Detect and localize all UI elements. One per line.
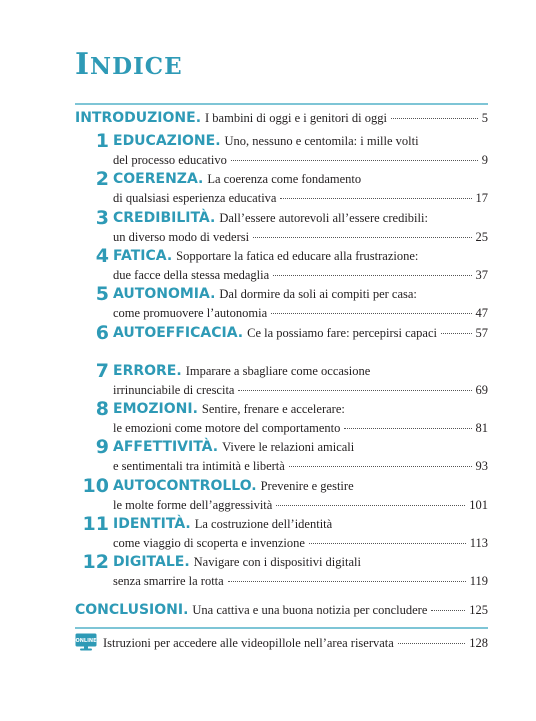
- toc-entry-chapter-8[interactable]: [75, 398, 488, 441]
- chapter-number: 4: [95, 245, 109, 267]
- leader-dots: [273, 275, 471, 276]
- entry-heading: INTRODUZIONE.: [75, 110, 202, 126]
- title-rest: NDICE: [90, 53, 183, 80]
- title-rule: [75, 103, 488, 105]
- page-number: 69: [475, 383, 488, 397]
- entry-text-continued: senza smarrire la rotta: [113, 574, 224, 588]
- chapter-number: 7: [95, 360, 109, 382]
- leader-dots: [309, 543, 466, 544]
- chapter-number: 6: [95, 322, 109, 344]
- svg-text:ONLINE: ONLINE: [75, 638, 97, 644]
- chapter-number: 12: [82, 551, 109, 573]
- entry-heading: ERRORE.: [113, 363, 182, 379]
- leader-dots: [398, 643, 465, 644]
- toc-entry-chapter-12[interactable]: [75, 551, 488, 594]
- entry-text-continued: un diverso modo di vedersi: [113, 230, 250, 244]
- chapter-number: 9: [95, 436, 109, 458]
- leader-dots: [276, 505, 465, 506]
- entry-text: Sopportare la fatica ed educare alla frustrazione:: [176, 249, 419, 263]
- page-number: 93: [475, 459, 488, 473]
- chapter-number: 5: [95, 283, 109, 305]
- entry-text: Una cattiva e una buona notizia per concludere: [192, 603, 428, 617]
- entry-text: I bambini di oggi e i genitori di oggi: [205, 111, 387, 125]
- entry-heading: AUTOCONTROLLO.: [113, 478, 257, 494]
- entry-heading: EMOZIONI.: [113, 401, 198, 417]
- page-number: 5: [481, 111, 488, 125]
- page-title: [75, 47, 183, 82]
- entry-heading: IDENTITÀ.: [113, 516, 191, 532]
- entry-text-continued: e sentimentali tra intimità e libertà: [113, 459, 285, 473]
- toc-entry-chapter-10[interactable]: [75, 475, 488, 518]
- page-number: 37: [475, 268, 488, 282]
- chapter-number: 1: [95, 130, 109, 152]
- leader-dots: [391, 118, 478, 119]
- toc-entry-chapter-6[interactable]: [75, 322, 488, 345]
- page-number: 125: [469, 603, 488, 617]
- entry-heading: EDUCAZIONE.: [113, 133, 221, 149]
- entry-text: Dal dormire da soli ai compiti per casa:: [219, 287, 417, 301]
- entry-text: Istruzioni per accedere alle videopillole nell’area riservata: [103, 636, 394, 650]
- page-number: 128: [469, 636, 488, 650]
- toc-entry-chapter-9[interactable]: [75, 436, 488, 479]
- entry-text-continued: come viaggio di scoperta e invenzione: [113, 536, 305, 550]
- entry-text-continued: le emozioni come motore del comportamento: [113, 421, 341, 435]
- leader-dots: [231, 160, 478, 161]
- leader-dots: [253, 237, 471, 238]
- chapter-number: 2: [95, 168, 109, 190]
- toc-entry-chapter-2[interactable]: [75, 168, 488, 211]
- entry-text: Imparare a sbagliare come occasione: [185, 364, 371, 378]
- page-number: 17: [475, 191, 488, 205]
- entry-text-continued: le molte forme dell’aggressività: [113, 498, 273, 512]
- toc-entry-chapter-4[interactable]: [75, 245, 488, 288]
- entry-heading: DIGITALE.: [113, 554, 190, 570]
- entry-text-continued: di qualsiasi esperienza educativa: [113, 191, 277, 205]
- title-initial: I: [75, 47, 91, 82]
- entry-heading: FATICA.: [113, 248, 173, 264]
- leader-dots: [344, 428, 471, 429]
- page-number: 101: [469, 498, 488, 512]
- entry-heading: COERENZA.: [113, 171, 204, 187]
- page-number: 57: [475, 326, 488, 340]
- leader-dots: [441, 333, 472, 334]
- entry-text-continued: due facce della stessa medaglia: [113, 268, 270, 282]
- entry-text: La costruzione dell’identità: [194, 517, 333, 531]
- toc-entry-chapter-3[interactable]: [75, 207, 488, 250]
- entry-text: La coerenza come fondamento: [207, 172, 362, 186]
- entry-text-continued: del processo educativo: [113, 153, 227, 167]
- entry-heading: CONCLUSIONI.: [75, 602, 189, 618]
- entry-heading: AFFETTIVITÀ.: [113, 439, 219, 455]
- page-number: 119: [469, 574, 488, 588]
- chapter-number: 3: [95, 207, 109, 229]
- chapter-number: 10: [82, 475, 109, 497]
- page-number: 25: [475, 230, 488, 244]
- leader-dots: [228, 581, 466, 582]
- entry-heading: AUTONOMIA.: [113, 286, 216, 302]
- entry-text: Navigare con i dispositivi digitali: [193, 555, 361, 569]
- toc-entry-chapter-1[interactable]: [75, 130, 488, 173]
- chapter-number: 11: [82, 513, 109, 535]
- entry-text-continued: come promuovere l’autonomia: [113, 306, 268, 320]
- entry-text: Sentire, frenare e accelerare:: [201, 402, 345, 416]
- entry-heading: CREDIBILITÀ.: [113, 210, 216, 226]
- leader-dots: [431, 610, 465, 611]
- leader-dots: [271, 313, 471, 314]
- chapter-number: 8: [95, 398, 109, 420]
- bottom-rule: [75, 627, 488, 629]
- leader-dots: [289, 466, 472, 467]
- entry-text: Uno, nessuno e centomila: i mille volti: [224, 134, 419, 148]
- page-number: 9: [481, 153, 488, 167]
- entry-heading: AUTOEFFICACIA.: [113, 325, 244, 341]
- page-number: 113: [469, 536, 488, 550]
- online-monitor-icon: [75, 633, 97, 651]
- page-number: 81: [475, 421, 488, 435]
- entry-text: Vivere le relazioni amicali: [222, 440, 355, 454]
- entry-text: Prevenire e gestire: [260, 479, 354, 493]
- toc-entry-chapter-11[interactable]: [75, 513, 488, 556]
- entry-text-continued: irrinunciabile di crescita: [113, 383, 235, 397]
- toc-entry-conclusion[interactable]: [75, 602, 488, 622]
- toc-entry-chapter-7[interactable]: [75, 360, 488, 403]
- toc-entry-introduction[interactable]: [75, 110, 488, 130]
- leader-dots: [280, 198, 471, 199]
- leader-dots: [238, 390, 471, 391]
- toc-entry-online[interactable]: [75, 636, 488, 656]
- entry-text: Ce la possiamo fare: percepirsi capaci: [247, 326, 437, 340]
- entry-text: Dall’essere autorevoli all’essere credibili:: [219, 211, 428, 225]
- toc-entry-chapter-5[interactable]: [75, 283, 488, 326]
- page-number: 47: [475, 306, 488, 320]
